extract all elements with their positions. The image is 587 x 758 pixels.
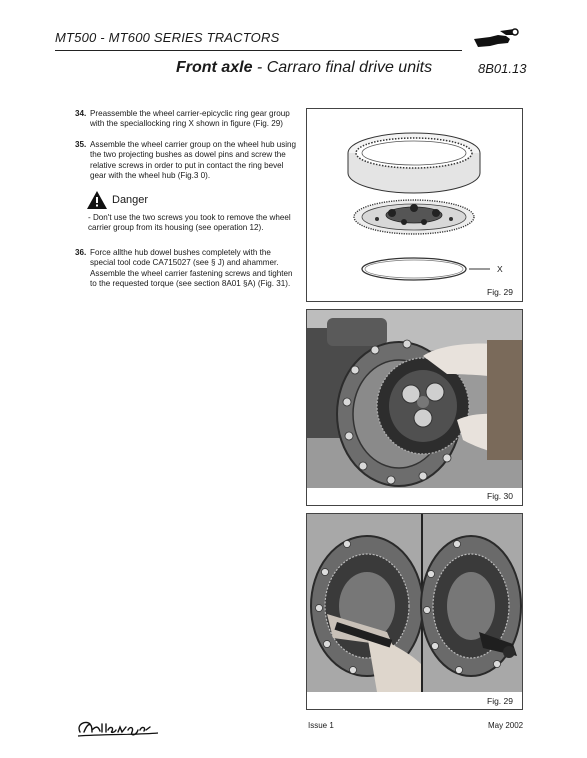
footer-date: May 2002 xyxy=(488,721,524,730)
document-series-title: MT500 - MT600 SERIES TRACTORS xyxy=(55,30,280,45)
figure-ring-gear-exploded xyxy=(306,108,523,302)
footer-issue: Issue 1 xyxy=(308,721,334,730)
header-rule xyxy=(55,50,462,51)
callout-label: X xyxy=(497,264,503,274)
challenger-signature-logo xyxy=(74,718,160,740)
step-35 xyxy=(75,140,297,182)
step-text: Preassemble the wheel carrier-epicyclic ring gear group with the speciallocking ring X shown in figure (Fig. 29) xyxy=(90,109,290,129)
carrier-on-hub-photo xyxy=(307,310,522,505)
step-36 xyxy=(75,248,297,290)
warning-triangle-icon xyxy=(86,190,108,210)
dowel-bushes-photos xyxy=(307,514,522,709)
section-title xyxy=(176,59,432,77)
step-34 xyxy=(75,109,297,130)
step-text: Force allthe hub dowel bushes completely with the special tool code CA715027 (see § J) and ahammer. Assemble the wheel carrier fastening screws and tighten to the requested torque (see section 8A01 §A) (Fig. 31). xyxy=(90,248,293,289)
section-title-rest: - Carraro final drive units xyxy=(252,59,433,76)
ring-gear-exploded-illustration xyxy=(307,109,522,301)
figure-caption: Fig. 29 xyxy=(487,287,513,297)
section-title-bold: Front axle xyxy=(176,59,253,76)
figure-caption: Fig. 30 xyxy=(487,491,513,501)
step-text: Assemble the wheel carrier group on the wheel hub using the two projecting bushes as dowel pins and screw the relative screws in order to put in contact the ring bevel gear with the wheel hub (Fig.3 0). xyxy=(90,140,297,181)
figure-dowel-bushes xyxy=(306,513,523,710)
step-number: 35. xyxy=(75,140,87,149)
figure-caption: Fig. 29 xyxy=(487,696,513,706)
section-code: 8B01.13 xyxy=(478,61,527,76)
danger-text: - Don't use the two screws you took to remove the wheel carrier group from its housing (see operation 12). xyxy=(88,213,291,233)
figure-carrier-on-hub xyxy=(306,309,523,506)
step-number: 34. xyxy=(75,109,87,118)
step-number: 36. xyxy=(75,248,87,257)
danger-label: Danger xyxy=(112,194,149,206)
hand-wrench-logo-icon xyxy=(470,27,520,53)
